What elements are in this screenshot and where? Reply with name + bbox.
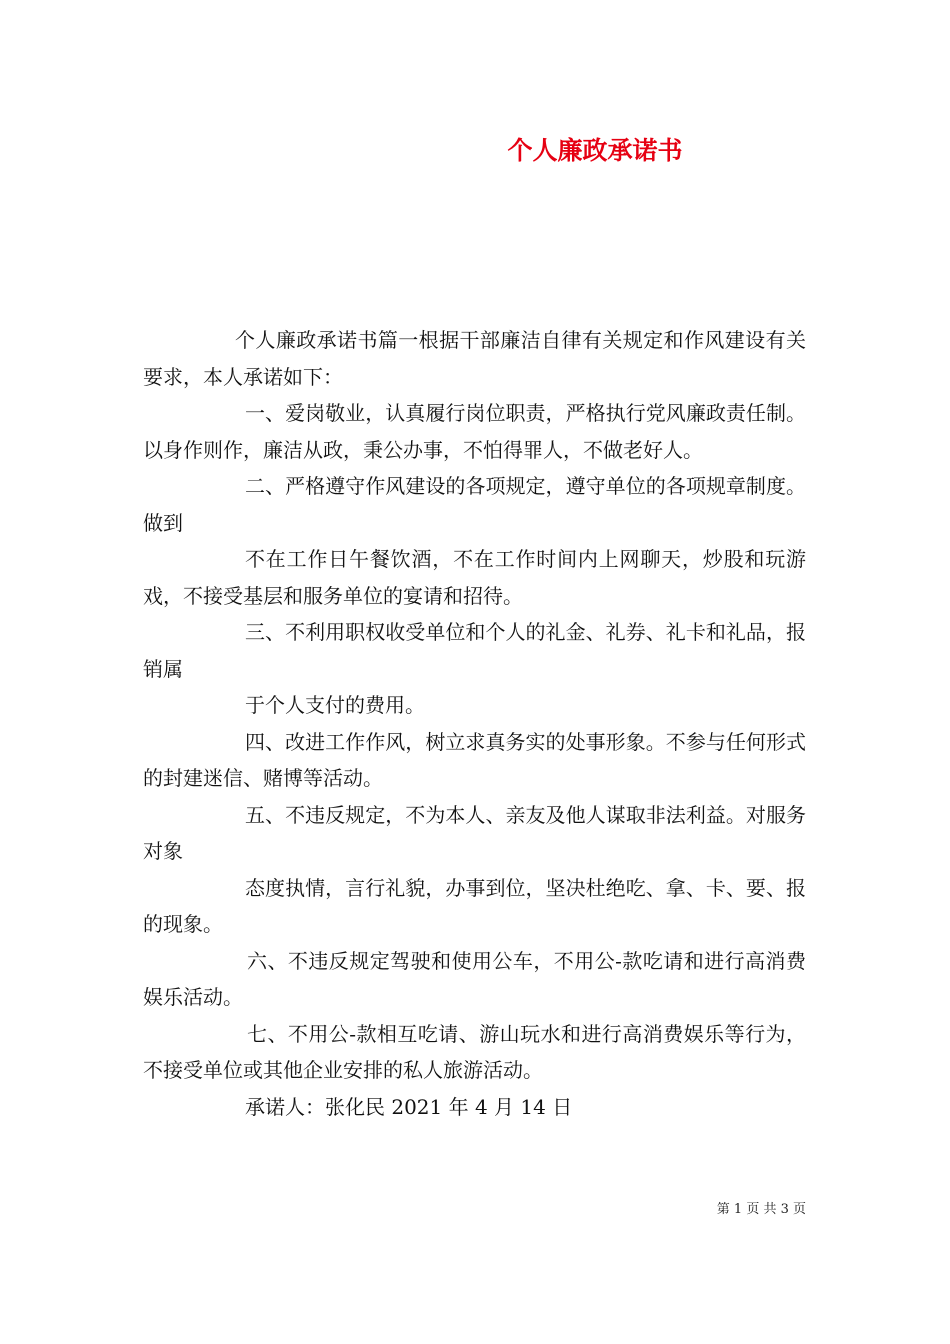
document-title: 个人廉政承诺书 [507,136,683,165]
paragraph-item-5: 五、不违反规定，不为本人、亲友及他人谋取非法利益。对服务对象 [143,802,806,863]
paragraph-item-2-continued: 不在工作日午餐饮酒，不在工作时间内上网聊天，炒股和玩游戏，不接受基层和服务单位的宴请和招待。 [143,547,806,608]
paragraph-item-1: 一、爱岗敬业，认真履行岗位职责，严格执行党风廉政责任制。以身作则作，廉洁从政，秉公办事，不怕得罪人，不做老好人。 [143,401,806,462]
paragraph-item-3-continued: 于个人支付的费用。 [245,693,425,717]
paragraph-item-4: 四、改进工作作风，树立求真务实的处事形象。不参与任何形式的封建迷信、赌博等活动。 [143,729,806,790]
paragraph-item-6: 六、不违反规定驾驶和使用公车，不用公-款吃请和进行高消费娱乐活动。 [143,948,806,1009]
paragraph-item-3: 三、不利用职权收受单位和个人的礼金、礼券、礼卡和礼品，报销属 [143,620,806,681]
paragraph-item-7: 七、不用公-款相互吃请、游山玩水和进行高消费娱乐等行为，不接受单位或其他企业安排的私人旅游活动。 [143,1021,806,1082]
document-body [143,322,806,1125]
paragraph-item-5-continued: 态度执情，言行礼貌，办事到位，坚决杜绝吃、拿、卡、要、报的现象。 [143,875,806,936]
paragraph-item-2: 二、严格遵守作风建设的各项规定，遵守单位的各项规章制度。做到 [143,474,806,535]
paragraph-intro: 个人廉政承诺书篇一根据干部廉洁自律有关规定和作风建设有关要求，本人承诺如下： [143,328,806,389]
signature-line: 承诺人：张化民 2021 年 4 月 14 日 [245,1094,573,1119]
page-number: 第 1 页 共 3 页 [716,1202,806,1217]
